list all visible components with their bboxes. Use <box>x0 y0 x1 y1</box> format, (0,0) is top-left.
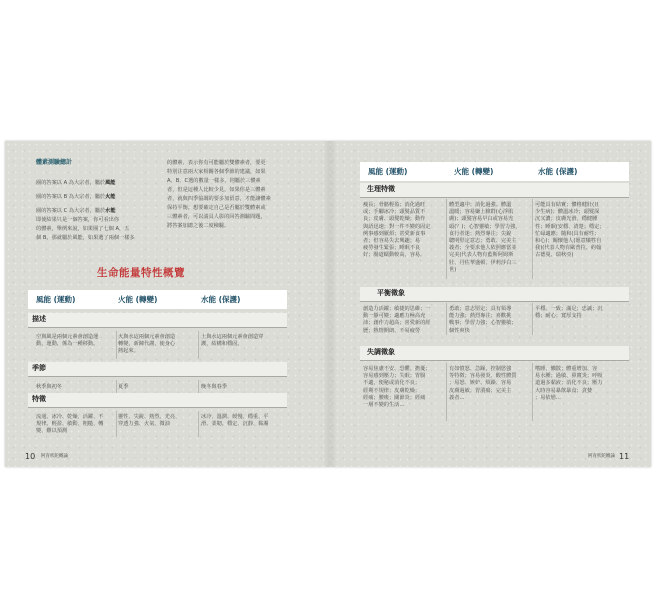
scoring-line-c: 圈的答案以 C 為大宗者，屬於水能 <box>36 208 116 215</box>
section-header-bar <box>360 346 629 361</box>
table-cell: 嗜睡、懶散；體重增加、容 易水腫；過敏、鼻竇炎；呼吸 道過多黏液；消化不良；壓力 大時容易暴飲暴食；貪婪 ；易依戀… <box>535 366 603 401</box>
scoring-paragraph: 即使結果只是一個答案，你可看出你 的體素，舉例來說，如果圈了七個 A，五 個 B，那就屬於風能，如果選了兩個一樣多 <box>36 217 135 241</box>
table-cell: 土與水這兩個元素會創造穿 護，結構和穩固。 <box>201 334 264 348</box>
table-cell: 火與水這兩個元素會創造 轉變，新陳代謝，使身心 熱起來。 <box>118 334 176 355</box>
page-number: 10 <box>25 452 36 461</box>
section-header-bar <box>360 183 629 198</box>
table-cell: 流通、冰冷、乾燥、活躍、不 規律、輕盈、敏動、粗糙、轉 變、難以預測 <box>36 414 104 435</box>
column-divider <box>198 331 199 359</box>
table-cell: 空與風是兩個元素會創造運 動，運動，係為一種移動。 <box>36 334 99 348</box>
table-cell: 瘦長；骨骼輕盈；消化過旺 或；手腳冰冷；頭髮品質不 良；皮膚、頭髮乾燥；動作 與語迅速；對一件不變的固定 例事感到厭煩；甚愛新食事 者；但容易失去興趣；易 疲勞發生緊張；睡眠不良 好；腸道蠕動較高，容易。 <box>363 202 431 259</box>
table-cell: 勇敢；意志堅定；具有領導 能力強；熱烈專注；喜歡挑 戰事；學習力強；心智靈敏； 個性爽快 <box>449 306 517 334</box>
table-cell: 靈性、尖銳、熱烈、光亮、 穿透力強、火氣、微油 <box>118 414 181 428</box>
column-header-pitta: 火能 (轉變) <box>118 295 158 304</box>
column-divider <box>532 303 533 335</box>
page-footer: 阿育吠陀概論 <box>588 454 615 459</box>
section-title-physiology: 生理特徵 <box>367 185 395 193</box>
table-cell: 冰冷、溫潤、緩慢、穩重、平 滑、柔韌、穩定、沉靜、黏濁 <box>201 414 269 428</box>
column-header-pitta: 火能 (轉變) <box>454 167 494 176</box>
table-cell: 有如憤怒、急躁、控制慾強 等特徵；容易發炎、酸性體質 ；易怒、嫉妒、煩躁、容易 皮膚過敏；胃潰瘍；完美主 義者… <box>449 366 517 401</box>
column-divider <box>116 411 117 437</box>
column-header-kapha: 水能 (保護) <box>538 167 578 176</box>
table-cell: 創造力活躍；敏捷的思維；一 動一靜可變；適應力極高充 沛；創作力超高；喜愛新的經 歷；熱情開朗、不易疲勞 <box>363 306 431 334</box>
overview-title: 生命能量特性概覽 <box>97 267 185 279</box>
column-header-vata: 風能 (運動) <box>36 295 76 304</box>
page-number: 11 <box>619 452 630 461</box>
section-title-season: 季節 <box>32 364 46 372</box>
book-gutter <box>323 141 337 467</box>
scoring-heading: 體素測驗總計 <box>36 159 73 166</box>
section-header-bar <box>28 393 287 408</box>
column-header-kapha: 水能 (保護) <box>201 295 241 304</box>
table-cell: 體型適中；消化過強、體溫 溫暖；容易嫌上臉群(心浮肌 膚)；頭髮容易早白或容易禿 頭(？)；心智靈敏；學習力強， 食行者迷；熱烈專注；尖銳 聰明堅定意志；勇敢、完美主 義者；全要求他人依照應當並 完美(代表人物有藍斯阿姆斯 壯、丹佐華盛頓、伊莉莎白三 世) <box>449 202 521 273</box>
column-divider <box>446 303 447 335</box>
column-divider <box>446 199 447 279</box>
section-header-bar <box>28 313 287 328</box>
section-title-balance: 平衡徵象 <box>377 289 405 297</box>
column-header-vata: 風能 (運動) <box>368 167 408 176</box>
section-title-description: 描述 <box>32 315 46 323</box>
section-header-bar <box>28 362 287 377</box>
table-cell: 可能具有結實；體格健壯(且 少生病)；體溫冰冷；頭髮深 沉又濃；皮膚光滑、穩健腫 性；睡眠(安穩、清楚；穩定； 忙碌適應；隨和(具有耐性； 和心)；關懷他人(愿意犧牲自 我)(代表人物有歐普拉、約翰 古德曼、瑞秋亞) <box>535 202 605 259</box>
column-divider <box>532 199 533 279</box>
section-title-imbalance: 失調徵象 <box>367 348 395 356</box>
column-divider <box>198 411 199 437</box>
column-divider <box>198 380 199 394</box>
scoring-line-b: 圈的答案以 B 為大宗者，屬於火能 <box>36 194 116 201</box>
scoring-continued-paragraph: 的體素，表示你有可能屬於雙體素者，要更 特別注意兩大家相關各個季節的建議，如果 A、B、C選的數量一樣多，則屬於三體素 者，但是這種人比較少見，如果你是三體素 者，就與四季協調的要多加留意，才能讓體素 保持平衡。想要確定自己是否屬於雙體素或 三體素者，可以請具人影的回答測驗問題， 將答案加總之後二度檢驗。 <box>167 160 271 229</box>
table-cell: 晚冬與春季 <box>201 384 227 390</box>
book-spread <box>5 141 651 467</box>
page-footer: 阿育吠陀概論 <box>41 454 68 459</box>
table-cell: 平穩、一致；滿足；忠誠；沉 穩；耐心；寬厚支持 <box>535 306 603 320</box>
table-cell: 容易焦慮不安、恐懼、擔憂； 容易感到壓力；失眠；胃腸 不適，便秘或消化不良； 經期不規律；皮膚乾燥； 經痛；腰痠；關節炎；經痛 一層不變的生活… <box>363 366 431 409</box>
section-title-characteristics: 特徵 <box>32 395 46 403</box>
table-cell: 夏季 <box>118 384 129 390</box>
column-divider <box>532 363 533 421</box>
column-divider <box>446 363 447 421</box>
column-divider <box>116 380 117 394</box>
scoring-line-a: 圈的答案以 A 為大宗者，屬於風能 <box>36 180 116 187</box>
table-cell: 秋季與初冬 <box>36 384 62 390</box>
column-divider <box>116 331 117 359</box>
